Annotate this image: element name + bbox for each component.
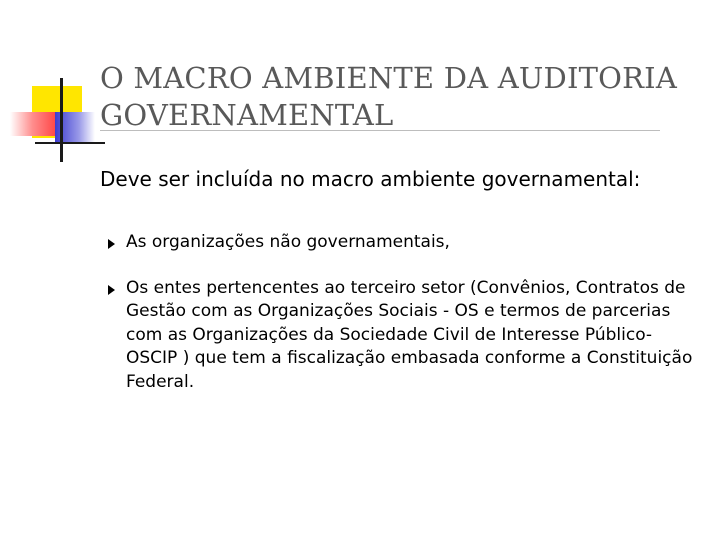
lead-text: Deve ser incluída no macro ambiente governamental:	[100, 167, 641, 191]
list-item	[100, 231, 700, 255]
decor-vertical-line	[60, 78, 63, 162]
decor-red-bar	[10, 112, 60, 136]
decor-horizontal-line	[35, 142, 105, 144]
slide-title-line: O MACRO AMBIENTE DA AUDITORIA	[100, 61, 677, 95]
list-item	[100, 277, 700, 395]
bullet-list	[100, 231, 700, 394]
slide-title	[100, 60, 710, 134]
bullet-text: Os entes pertencentes ao terceiro setor (Convênios, Contratos de Gestão com as Organizações Sociais - OS e termos de parcerias com as Organizações da Sociedade Civil de Interesse Público- OSCIP ) que tem a fiscalização embasada conforme a Constituição Federal.	[126, 277, 693, 392]
arrowhead-bullet-icon	[108, 285, 115, 295]
arrowhead-bullet-icon	[108, 239, 115, 249]
slide-title-line: GOVERNAMENTAL	[100, 98, 394, 132]
bullet-text: As organizações não governamentais,	[126, 232, 450, 252]
